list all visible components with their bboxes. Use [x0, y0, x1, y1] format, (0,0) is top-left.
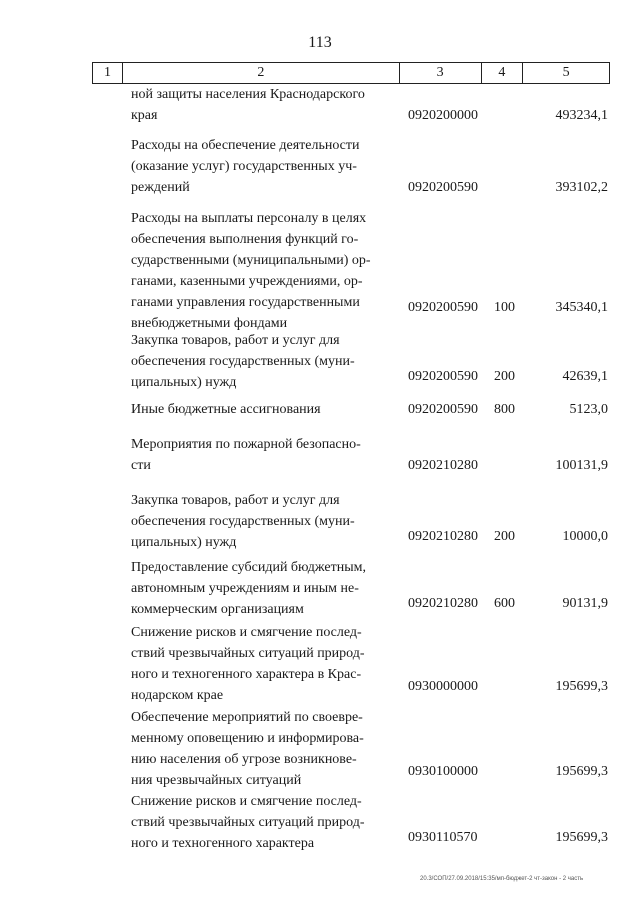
- row-name: Закупка товаров, работ и услуг для обеспечения государственных (муни- ципальных) нужд: [131, 333, 355, 390]
- row-name: Закупка товаров, работ и услуг для обеспечения государственных (муни- ципальных) нужд: [131, 493, 355, 550]
- row-code: 0930000000: [408, 679, 478, 694]
- column-header-4: 4: [482, 63, 524, 83]
- row-amount: 345340,1: [555, 300, 608, 315]
- row-name: Снижение рисков и смягчение послед- ствий чрезвычайных ситуаций природ- ного и техногенного характера: [131, 794, 365, 851]
- row-amount: 5123,0: [569, 402, 608, 417]
- row-code: 0920210280: [408, 596, 478, 611]
- row-amount: 195699,3: [555, 830, 608, 845]
- row-amount: 195699,3: [555, 679, 608, 694]
- row-vr: 800: [494, 402, 515, 417]
- row-name: Иные бюджетные ассигнования: [131, 402, 321, 417]
- row-name: Обеспечение мероприятий по своевре- менному оповещению и информирова- нию населения об угрозе возникнове- ния чрезвычайных ситуаций: [131, 710, 364, 788]
- row-amount: 90131,9: [562, 596, 608, 611]
- column-header-2: 2: [123, 63, 400, 83]
- page-number: 113: [308, 34, 332, 51]
- row-amount: 100131,9: [555, 458, 608, 473]
- row-code: 0920200590: [408, 180, 478, 195]
- row-code: 0920210280: [408, 529, 478, 544]
- row-code: 0920200590: [408, 369, 478, 384]
- row-name: ной защиты населения Краснодарского края: [131, 87, 365, 123]
- row-vr: 100: [494, 300, 515, 315]
- row-code: 0920200590: [408, 300, 478, 315]
- row-code: 0920200590: [408, 402, 478, 417]
- row-vr: 200: [494, 369, 515, 384]
- row-name: Мероприятия по пожарной безопасно- сти: [131, 437, 361, 473]
- row-code: 0930100000: [408, 764, 478, 779]
- row-code: 0930110570: [408, 830, 478, 845]
- row-code: 0920210280: [408, 458, 478, 473]
- row-amount: 42639,1: [562, 369, 608, 384]
- row-name: Расходы на выплаты персоналу в целях обеспечения выполнения функций го- сударственными (муниципальными) ор- ганами, казенными учреждениями, ор- ганами управления государственными внебюджетными фондами: [131, 211, 371, 331]
- row-amount: 10000,0: [562, 529, 608, 544]
- row-amount: 195699,3: [555, 764, 608, 779]
- row-name: Расходы на обеспечение деятельности (оказание услуг) государственных уч- реждений: [131, 138, 360, 195]
- row-name: Предоставление субсидий бюджетным, автономным учреждениям и иным не- коммерческим организациям: [131, 560, 367, 617]
- column-header-row: [92, 62, 610, 84]
- row-vr: 200: [494, 529, 515, 544]
- footer-note: 20.3/СОП/27.09.2018/15:35/мп-бюджет-2 чт-закон - 2 часть: [420, 876, 584, 882]
- row-name: Снижение рисков и смягчение послед- ствий чрезвычайных ситуаций природ- ного и техногенного характера в Крас- нодарском крае: [131, 625, 365, 703]
- row-amount: 393102,2: [555, 180, 608, 195]
- column-header-3: 3: [400, 63, 482, 83]
- row-code: 0920200000: [408, 108, 478, 123]
- column-header-5: 5: [562, 65, 570, 80]
- column-header-1: 1: [93, 63, 123, 83]
- row-amount: 493234,1: [555, 108, 608, 123]
- row-vr: 600: [494, 596, 515, 611]
